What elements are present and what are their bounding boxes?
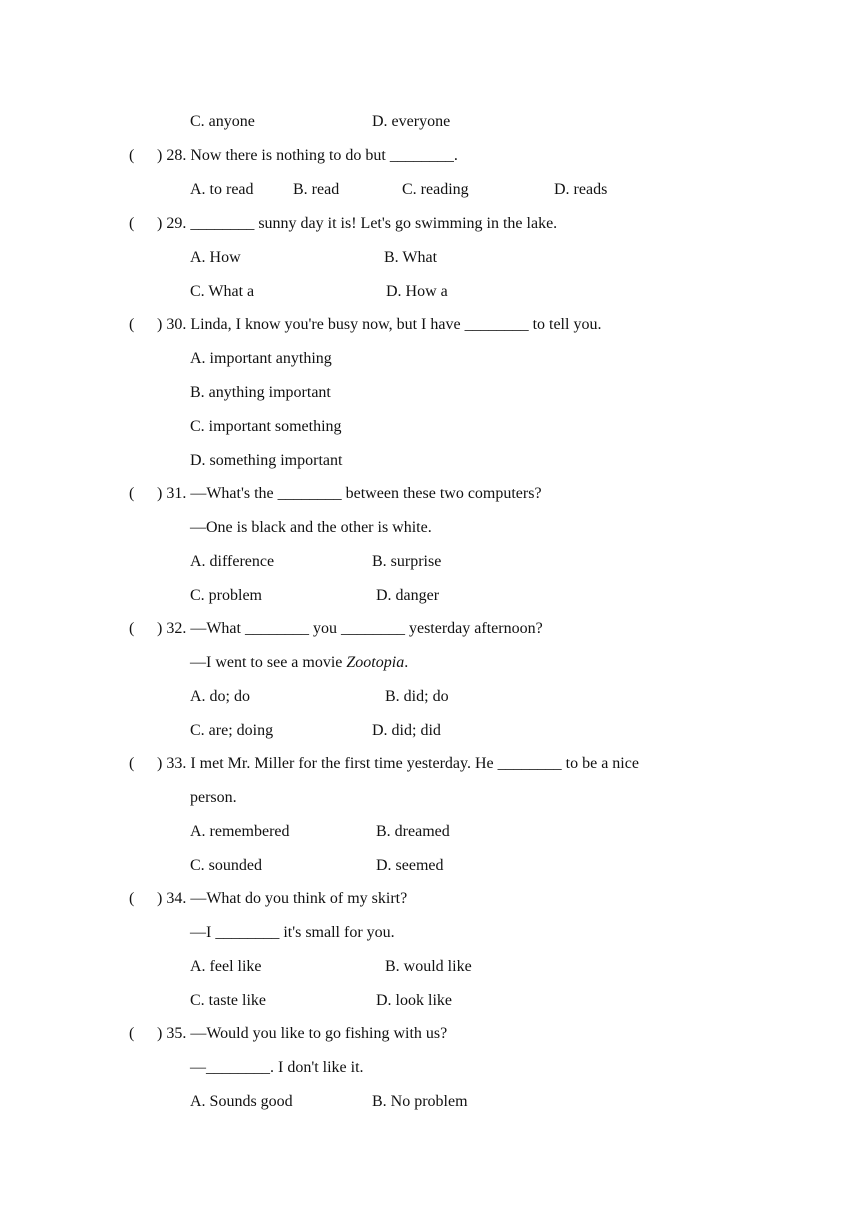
q31-stem: ) 31. —What's the ________ between these two computers? [157, 485, 542, 502]
q33-stem-continued: person. [190, 789, 237, 806]
q34-option-d: D. look like [376, 992, 452, 1009]
q31-option-c: C. problem [190, 587, 262, 604]
q35-option-b: B. No problem [372, 1093, 468, 1110]
q29-answer-paren: ( [129, 215, 135, 232]
q35-option-a: A. Sounds good [190, 1093, 293, 1110]
q32-answer-paren: ( [129, 620, 135, 637]
q30-option-a: A. important anything [190, 350, 332, 367]
q33-option-c: C. sounded [190, 857, 262, 874]
q31-option-a: A. difference [190, 553, 275, 570]
q30-option-b: B. anything important [190, 384, 331, 401]
q27-option-c: C. anyone [190, 113, 255, 130]
q35-stem: ) 35. —Would you like to go fishing with us? [157, 1025, 448, 1042]
q28-answer-paren: ( [129, 147, 135, 164]
q34-answer-paren: ( [129, 890, 135, 907]
q34-stem: ) 34. —What do you think of my skirt? [157, 890, 408, 907]
q33-stem: ) 33. I met Mr. Miller for the first time yesterday. He ________ to be a nice [157, 755, 639, 772]
q34-option-c: C. taste like [190, 992, 266, 1009]
q32-reply-prefix: —I went to see a movie [190, 654, 347, 671]
q28-option-c: C. reading [402, 181, 469, 198]
q32-option-d: D. did; did [372, 722, 441, 739]
q32-movie-title: Zootopia [346, 654, 405, 671]
q29-stem: ) 29. ________ sunny day it is! Let's go swimming in the lake. [157, 215, 558, 232]
q29-option-c: C. What a [190, 283, 255, 300]
q28-option-b: B. read [293, 181, 340, 198]
q34-option-a: A. feel like [190, 958, 262, 975]
q31-answer-paren: ( [129, 485, 135, 502]
q30-option-c: C. important something [190, 418, 342, 435]
q34-reply: —I ________ it's small for you. [190, 924, 395, 941]
q33-answer-paren: ( [129, 755, 135, 772]
q33-option-a: A. remembered [190, 823, 290, 840]
q33-option-d: D. seemed [376, 857, 444, 874]
q35-answer-paren: ( [129, 1025, 135, 1042]
q32-stem: ) 32. —What ________ you ________ yesterday afternoon? [157, 620, 543, 637]
q29-option-a: A. How [190, 249, 241, 266]
q30-stem: ) 30. Linda, I know you're busy now, but I have ________ to tell you. [157, 316, 602, 333]
q30-option-d: D. something important [190, 452, 343, 469]
q32-reply [190, 653, 408, 673]
q31-option-b: B. surprise [372, 553, 442, 570]
q29-option-b: B. What [384, 249, 438, 266]
q32-option-a: A. do; do [190, 688, 250, 705]
q31-reply: —One is black and the other is white. [190, 519, 432, 536]
q29-option-d: D. How a [386, 283, 448, 300]
q30-answer-paren: ( [129, 316, 135, 333]
q28-option-a: A. to read [190, 181, 254, 198]
q28-option-d: D. reads [554, 181, 608, 198]
q28-stem: ) 28. Now there is nothing to do but ________. [157, 147, 458, 164]
q33-option-b: B. dreamed [376, 823, 450, 840]
q34-option-b: B. would like [385, 958, 472, 975]
q27-option-d: D. everyone [372, 113, 451, 130]
q32-option-c: C. are; doing [190, 722, 274, 739]
q31-option-d: D. danger [376, 587, 440, 604]
q32-option-b: B. did; do [385, 688, 449, 705]
q35-reply: —________. I don't like it. [190, 1059, 364, 1076]
q32-reply-suffix: . [404, 654, 409, 671]
